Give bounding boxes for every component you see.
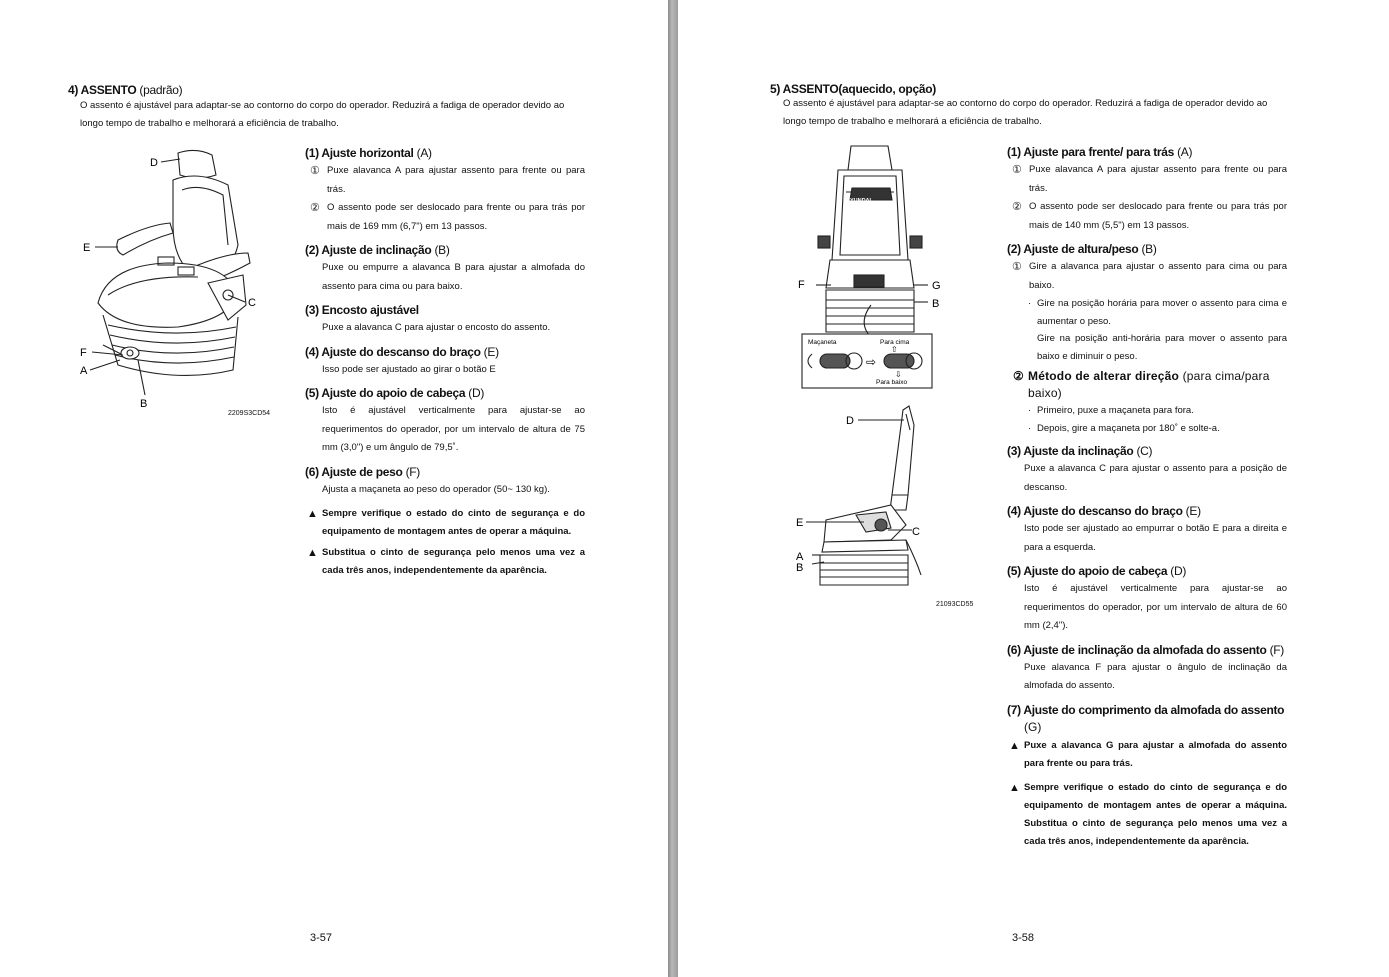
section-backrest — [305, 302, 585, 338]
warning-icon: ▲ — [307, 547, 318, 559]
section-cushion-length — [1007, 702, 1287, 773]
section-body: Puxe a alavanca C para ajustar o assento para a posição de descanso. — [1024, 463, 1287, 493]
bullet: · — [1028, 422, 1032, 434]
sub-item: Gire na posição anti-horária para mover o assento para baixo e diminuir o peso. — [1037, 333, 1287, 362]
section-paren: (A) — [1177, 145, 1193, 159]
section-paren: (F) — [405, 464, 420, 479]
item-number: ② — [1012, 201, 1022, 213]
warning-text: Puxe a alavanca G para ajustar a almofada do assento para frente ou para trás. — [1024, 739, 1287, 769]
section-title — [1007, 642, 1287, 659]
section-body: Puxe alavanca F para ajustar o ângulo de inclinação da almofada do assento. — [1024, 661, 1287, 691]
figure-caption: 2209S3CD54 — [228, 410, 271, 417]
label-b: B — [796, 562, 804, 574]
section-heading — [68, 83, 182, 97]
heading-text: 4) ASSENTO — [68, 83, 137, 97]
section-title-text: (4) Ajuste do descanso do braço — [305, 344, 481, 359]
warning-icon: ▲ — [1009, 739, 1020, 752]
section-title — [305, 242, 585, 259]
bullet: · — [1028, 298, 1032, 309]
sub-item — [1007, 402, 1287, 420]
section-title-text: (3) Encosto ajustável — [305, 303, 419, 317]
warning-note — [305, 544, 585, 580]
section-title — [305, 464, 585, 481]
label-f: F — [80, 347, 87, 359]
section-title — [1007, 443, 1287, 460]
section-title-text: (6) Ajuste de inclinação da almofada do assento — [1007, 642, 1267, 657]
section-paren: (F) — [1269, 642, 1285, 657]
section-height-weight — [1007, 241, 1287, 437]
turn-arrow-icon: ⇨ — [866, 355, 877, 369]
item-number: ① — [310, 165, 320, 177]
sub-item-text: Primeiro, puxe a maçaneta para fora. — [1037, 405, 1194, 416]
label-f: F — [798, 279, 805, 291]
bullet: · — [1028, 405, 1032, 416]
left-page — [0, 0, 668, 977]
section-title-text: (5) Ajuste do apoio de cabeça — [305, 386, 466, 400]
section-body: Isso pode ser ajustado ao girar o botão E — [322, 363, 496, 375]
up-arrow-icon: ⇧ — [891, 345, 898, 354]
label-a: A — [80, 365, 88, 377]
sub-item-text: Gire na posição horária para mover o assento para cima e aumentar o peso. — [1037, 298, 1287, 327]
item-number: ① — [1012, 261, 1022, 273]
list-item — [305, 199, 585, 236]
heated-seat-side-figure — [796, 400, 946, 590]
item-number: ② — [310, 202, 320, 214]
page-divider — [668, 0, 678, 977]
warning-note — [305, 505, 585, 541]
right-page — [678, 0, 1389, 977]
section-paren: (B) — [434, 243, 450, 257]
sub-item — [1007, 295, 1287, 330]
list-item — [305, 162, 585, 199]
sub-item-text: Depois, gire a maçaneta por 180˚ e solte-a. — [1037, 422, 1220, 434]
warning-icon: ▲ — [1009, 781, 1020, 794]
section-title — [1007, 702, 1287, 719]
section-body: Puxe ou empurre a alavanca B para ajustar a almofada do assento para cima ou para baixo. — [322, 262, 585, 292]
label-d: D — [846, 415, 854, 427]
section-body: Ajusta a maçaneta ao peso do operador (50~ 130 kg). — [322, 483, 550, 495]
section-title — [1007, 503, 1287, 520]
label-e: E — [796, 517, 804, 529]
section-title-text: (4) Ajuste do descanso do braço — [1007, 504, 1183, 518]
figure-caption: 21093CD55 — [936, 601, 974, 608]
section-armrest — [1007, 503, 1287, 557]
heading-paren: (padrão) — [139, 83, 183, 97]
item-number: ② — [1013, 369, 1024, 383]
intro-paragraph: O assento é ajustável para adaptar-se ao contorno do corpo do operador. Reduzirá a fadiga de operador devido ao longo tempo de trabalho e melhorará a eficiência de trabalho. — [80, 100, 565, 129]
section-title-text: (6) Ajuste de peso — [305, 464, 403, 479]
section-body: Isto é ajustável verticalmente para ajustar-se ao requerimentos do operador, por um intervalo de altura de 60 mm (2,4"). — [1024, 583, 1287, 631]
section-title — [305, 385, 585, 402]
page-number: 3-57 — [310, 932, 333, 944]
section-cushion-tilt — [1007, 642, 1287, 696]
handle-label: Maçaneta — [808, 339, 837, 346]
label-b: B — [140, 398, 148, 410]
section-paren: (E) — [483, 344, 499, 359]
section-title-text: (1) Ajuste para frente/ para trás — [1007, 145, 1175, 159]
section-headrest — [305, 385, 585, 458]
label-g: G — [932, 280, 941, 292]
section-title-text: (5) Ajuste do apoio de cabeça — [1007, 564, 1168, 578]
section-paren: (C) — [1136, 444, 1153, 458]
section-headrest — [1007, 563, 1287, 636]
method-title: Método de alterar direção — [1028, 369, 1180, 383]
section-armrest — [305, 344, 585, 380]
warning-text: Substitua o cinto de segurança pelo menos uma vez a cada três anos, independentemente da aparência. — [322, 547, 585, 576]
item-text: Gire a alavanca para ajustar o assento para cima ou para baixo. — [1029, 261, 1287, 291]
section-title-text: (2) Ajuste de inclinação — [305, 243, 432, 257]
section-title-text: (7) Ajuste do comprimento da almofada do assento — [1007, 702, 1285, 717]
section-title-text: (1) Ajuste horizontal — [305, 146, 414, 160]
label-c: C — [912, 526, 920, 538]
warning-text: Sempre verifique o estado do cinto de segurança e do equipamento de montagem antes de operar a máquina. — [322, 508, 585, 537]
section-paren: (D) — [1170, 564, 1187, 578]
method-paren: (para cima/para baixo) — [1028, 369, 1270, 400]
section-weight — [305, 464, 585, 500]
warning-text: Sempre verifique o estado do cinto de segurança e do equipamento de montagem antes de operar a máquina. Substitua o cinto de segurança pelo menos uma vez a cada três anos, independentemente da aparência. — [1024, 781, 1287, 847]
section-fore-aft-adjust — [1007, 144, 1287, 235]
section-title — [305, 145, 585, 162]
right-text-column — [1007, 144, 1287, 854]
item-number: ① — [1012, 164, 1022, 176]
section-title-text: (3) Ajuste da inclinação — [1007, 444, 1134, 458]
section-body: Isto é ajustável verticalmente para ajustar-se ao requerimentos do operador, por um intervalo de altura de 75 mm (3,0") e um ângulo de 79,5˚. — [322, 405, 585, 453]
section-title — [1007, 563, 1287, 580]
section-paren: (D) — [468, 386, 485, 400]
standard-seat-figure — [78, 145, 283, 415]
item-text: Puxe alavanca A para ajustar assento para frente ou para trás. — [1029, 164, 1287, 194]
section-body: Isto pode ser ajustado ao empurrar o botão E para a direita e para a esquerda. — [1024, 523, 1287, 553]
left-text-column — [305, 145, 585, 583]
section-paren: (B) — [1141, 242, 1157, 256]
label-b: B — [932, 298, 940, 310]
section-paren: (E) — [1185, 504, 1201, 518]
list-item — [1007, 258, 1287, 295]
page-number: 3-58 — [1012, 932, 1035, 944]
warning-note — [1007, 737, 1287, 773]
section-title — [1007, 144, 1287, 161]
item-text: O assento pode ser deslocado para frente ou para trás por mais de 169 mm (6,7") em 13 passos. — [327, 202, 585, 232]
direction-method — [1007, 368, 1287, 402]
section-recline — [1007, 443, 1287, 497]
section-paren: (G) — [1024, 719, 1042, 734]
warning-note — [1007, 779, 1287, 851]
label-c: C — [248, 297, 256, 309]
list-item — [1007, 198, 1287, 235]
section-heading: 5) ASSENTO(aquecido, opção) — [770, 82, 936, 96]
section-title — [305, 302, 585, 319]
label-a: A — [796, 551, 804, 563]
section-paren: (A) — [416, 146, 432, 160]
up-label: Para cima — [880, 339, 910, 346]
list-item — [1007, 161, 1287, 198]
section-body: Puxe a alavanca C para ajustar o encosto do assento. — [322, 322, 551, 333]
label-d: D — [150, 157, 158, 169]
intro-paragraph: O assento é ajustável para adaptar-se ao contorno do corpo do operador. Reduzirá a fadiga de operador devido ao longo tempo de trabalho e melhorará a eficiência de trabalho. — [783, 98, 1268, 127]
label-e: E — [83, 242, 91, 254]
brand-label: HYUNDAI — [846, 198, 872, 204]
section-tilt-adjust — [305, 242, 585, 296]
section-title — [1007, 241, 1287, 258]
sub-item — [1007, 420, 1287, 438]
heated-seat-front-figure — [796, 140, 956, 395]
section-title — [305, 344, 585, 361]
item-text: Puxe alavanca A para ajustar assento para frente ou para trás. — [327, 165, 585, 195]
down-arrow-icon: ⇩ — [895, 370, 902, 379]
down-label: Para baixo — [876, 379, 908, 386]
warning-icon: ▲ — [307, 508, 318, 520]
section-title-text: (2) Ajuste de altura/peso — [1007, 242, 1139, 256]
section-horizontal-adjust — [305, 145, 585, 236]
item-text: O assento pode ser deslocado para frente ou para trás por mais de 140 mm (5,5") em 13 passos. — [1029, 201, 1287, 231]
